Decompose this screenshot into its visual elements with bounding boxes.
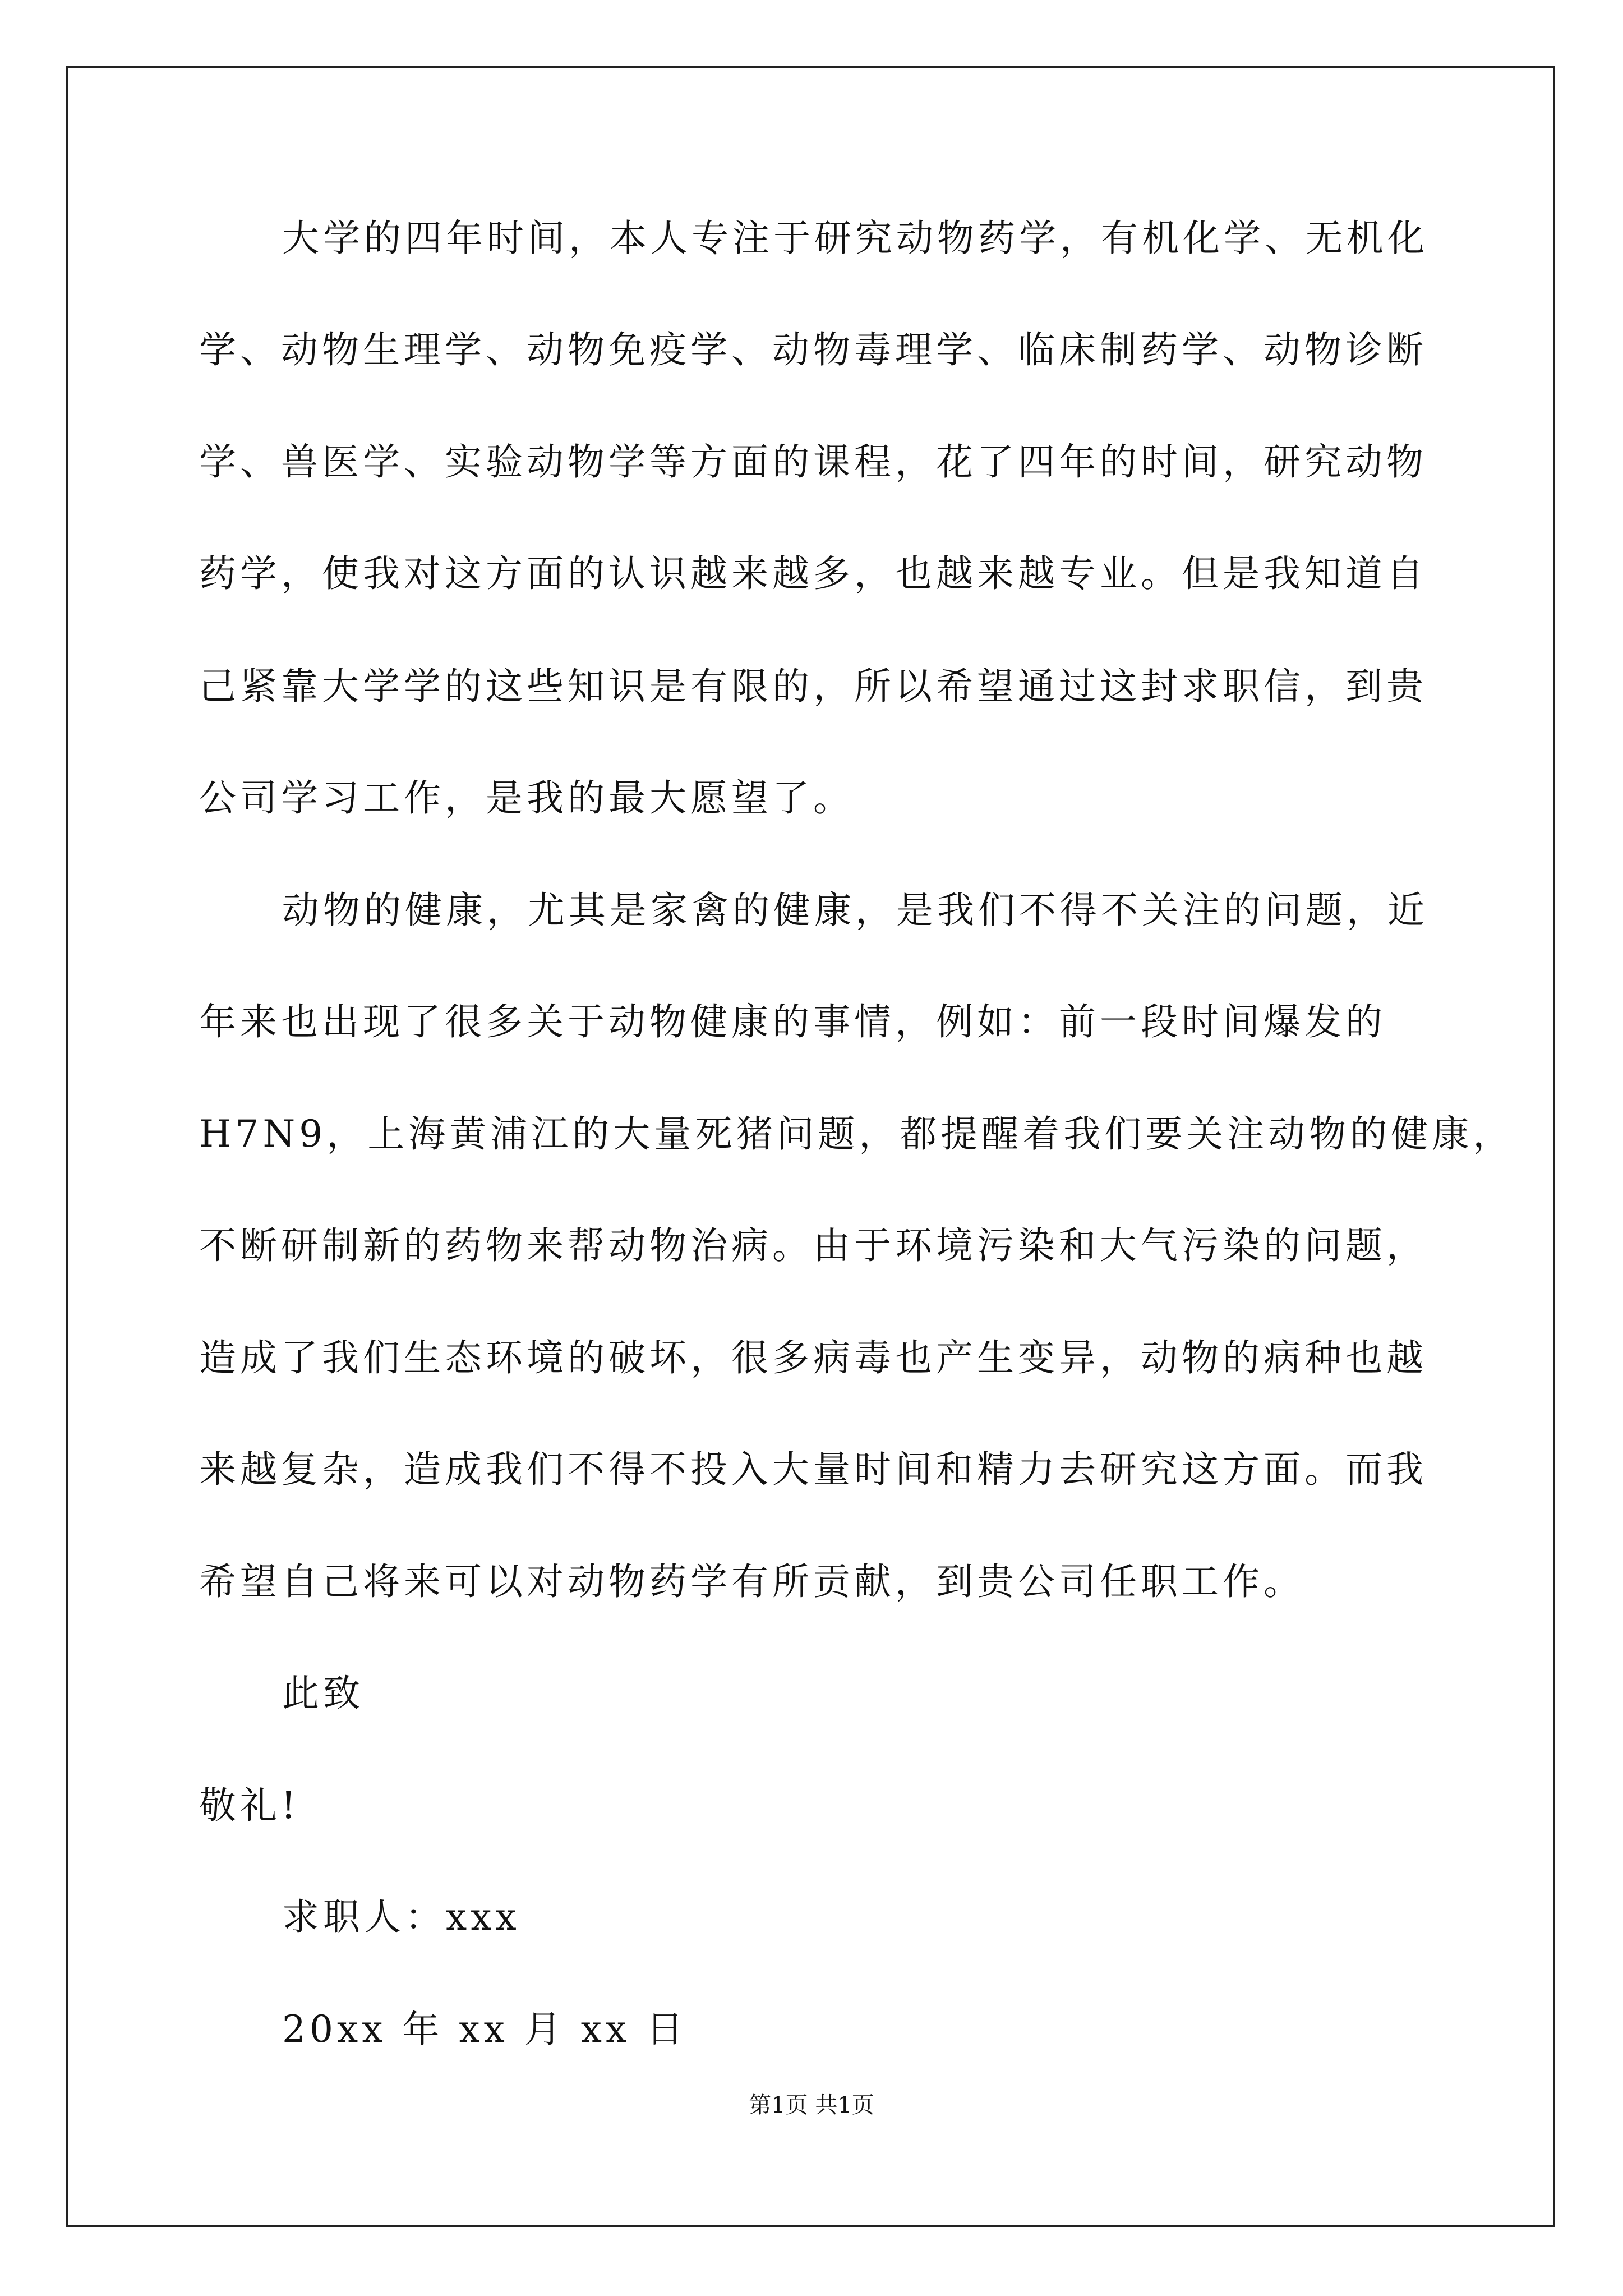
letter-date: 20xx 年 xx 月 xx 日 [282,2008,688,2051]
paragraph-1-line-1: 大学的四年时间，本人专注于研究动物药学，有机化学、无机化 [282,217,1428,260]
closing-regards: 敬礼! [199,1784,300,1827]
paragraph-1-line-4: 药学，使我对这方面的认识越来越多，也越来越专业。但是我知道自 [199,552,1427,595]
page-number-footer: 第1页 共1页 [749,2092,874,2118]
paragraph-1-line-6: 公司学习工作，是我的最大愿望了。 [199,776,854,820]
paragraph-2-line-4: 不断研制新的药物来帮动物治病。由于环境污染和大气污染的问题， [199,1224,1427,1267]
paragraph-2-line-2: 年来也出现了很多关于动物健康的事情，例如：前一段时间爆发的 [199,1000,1386,1043]
paragraph-2-line-6: 来越复杂，造成我们不得不投入大量时间和精力去研究这方面。而我 [199,1448,1427,1491]
paragraph-1-line-3: 学、兽医学、实验动物学等方面的课程，花了四年的时间，研究动物 [199,440,1427,484]
paragraph-1-line-2: 学、动物生理学、动物免疫学、动物毒理学、临床制药学、动物诊断 [199,328,1427,371]
paragraph-2-line-5: 造成了我们生态环境的破坏，很多病毒也产生变异，动物的病种也越 [199,1336,1427,1379]
applicant-signature: 求职人：xxx [282,1895,520,1939]
paragraph-2-line-7: 希望自己将来可以对动物药学有所贡献，到贵公司任职工作。 [199,1560,1304,1603]
paragraph-2-line-1: 动物的健康，尤其是家禽的健康，是我们不得不关注的问题，近 [282,889,1428,932]
closing-salutation: 此致 [282,1672,364,1715]
paragraph-2-line-3: H7N9，上海黄浦江的大量死猪问题，都提醒着我们要关注动物的健康， [199,1112,1514,1156]
paragraph-1-line-5: 己紧靠大学学的这些知识是有限的，所以希望通过这封求职信，到贵 [199,665,1427,708]
